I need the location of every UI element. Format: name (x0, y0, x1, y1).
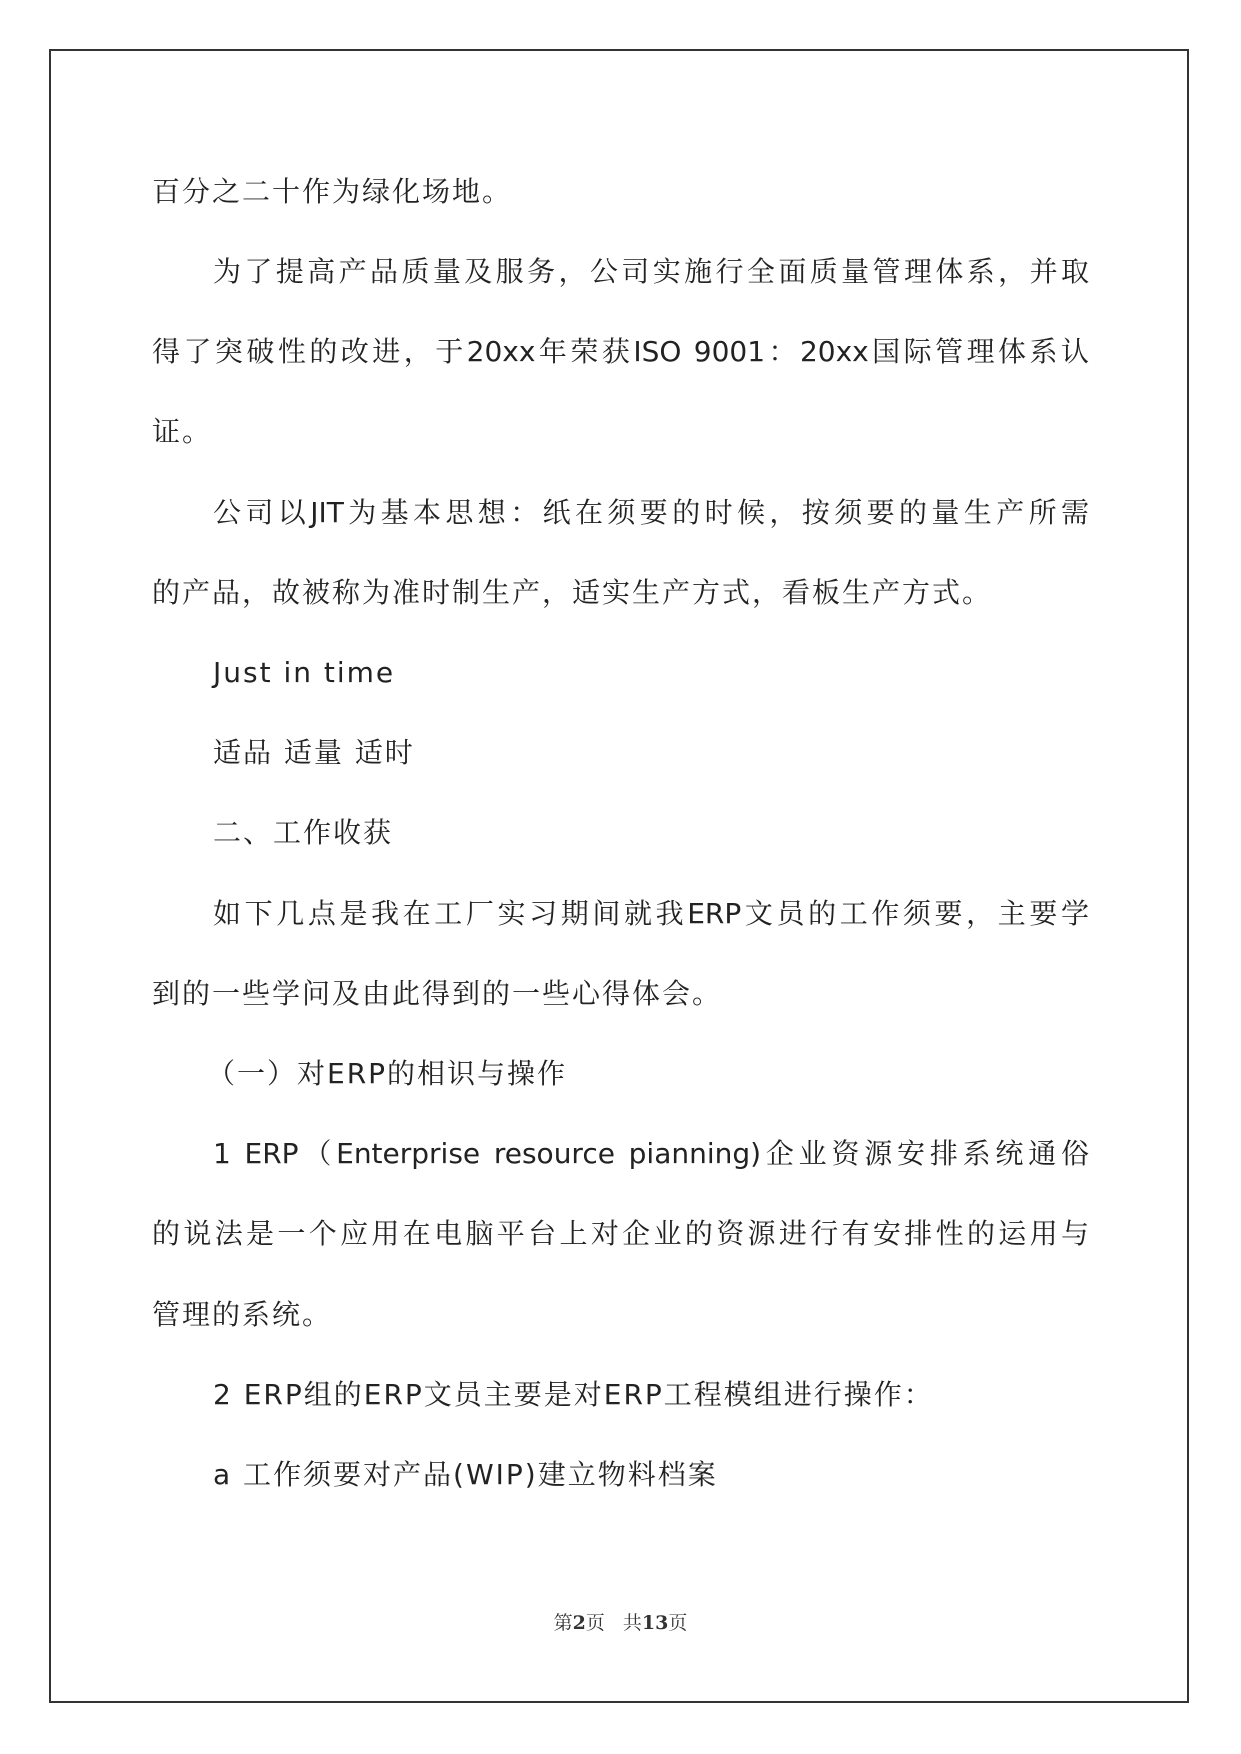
footer-page-mid: 页 (585, 1612, 605, 1634)
paragraph-line-3: 得了突破性的改进，于20xx年荣获ISO 9001：20xx国际管理体系认 (152, 335, 1089, 368)
page-footer (0, 1611, 1241, 1635)
paragraph-line-6: 的产品，故被称为准时制生产，适实生产方式，看板生产方式。 (152, 576, 993, 609)
paragraph-line-8: 适品 适量 适时 (213, 736, 415, 769)
paragraph-line-1: 百分之二十作为绿化场地。 (152, 175, 513, 208)
footer-page-total: 13 (641, 1612, 669, 1634)
paragraph-line-17: a 工作须要对产品(WIP)建立物料档案 (213, 1458, 718, 1491)
paragraph-line-13: 1 ERP（Enterprise resource pianning)企业资源安排系统通俗 (213, 1137, 1089, 1170)
paragraph-line-11: 到的一些学问及由此得到的一些心得体会。 (152, 977, 723, 1010)
paragraph-line-4: 证。 (152, 415, 213, 448)
footer-page-current: 2 (572, 1612, 586, 1634)
paragraph-line-14: 的说法是一个应用在电脑平台上对企业的资源进行有安排性的运用与 (152, 1217, 1089, 1250)
paragraph-line-7: Just in time (213, 656, 396, 689)
paragraph-line-10: 如下几点是我在工厂实习期间就我ERP文员的工作须要，主要学 (213, 897, 1089, 930)
page-border (49, 49, 1189, 1703)
paragraph-line-2: 为了提高产品质量及服务，公司实施行全面质量管理体系，并取 (213, 255, 1089, 288)
paragraph-line-15: 管理的系统。 (152, 1298, 333, 1331)
subsection-heading: （一）对ERP的相识与操作 (207, 1057, 568, 1090)
paragraph-line-5: 公司以JIT为基本思想：纸在须要的时候，按须要的量生产所需 (213, 496, 1089, 529)
paragraph-line-16: 2 ERP组的ERP文员主要是对ERP工程模组进行操作： (213, 1378, 934, 1411)
footer-total-prefix: 共 (622, 1612, 642, 1634)
footer-page-prefix: 第 (553, 1612, 573, 1634)
section-heading: 二、工作收获 (213, 816, 394, 849)
footer-total-suffix: 页 (668, 1612, 688, 1634)
